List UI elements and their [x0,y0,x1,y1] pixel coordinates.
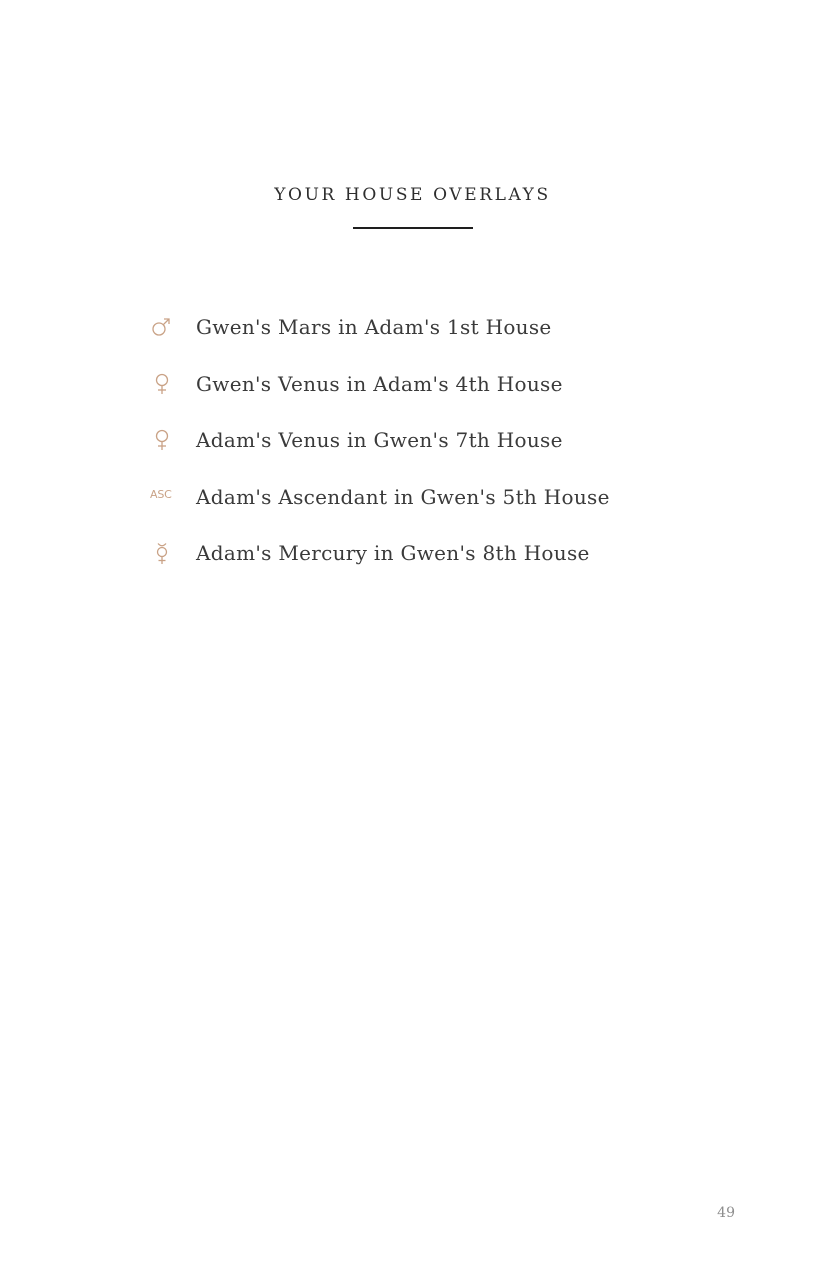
page-number: 49 [717,1205,735,1221]
list-item [148,420,610,477]
list-item [148,477,610,534]
house-overlay-list [148,307,610,590]
list-item [148,533,610,590]
overlay-label: Adam's Venus in Gwen's 7th House [196,428,563,452]
overlay-label: Adam's Mercury in Gwen's 8th House [196,541,590,565]
title-underline [353,227,473,229]
list-item [148,364,610,421]
overlay-label: Gwen's Venus in Adam's 4th House [196,371,563,396]
venus-icon [148,364,196,404]
venus-icon [148,420,196,460]
page-title: YOUR HOUSE OVERLAYS [274,185,551,205]
ascendant-icon [148,477,196,517]
mercury-icon [148,533,196,573]
ascendant-icon-text: ASC [150,487,172,501]
overlay-label: Gwen's Mars in Adam's 1st House [196,315,552,339]
overlay-label: Adam's Ascendant in Gwen's 5th House [196,484,610,509]
list-item [148,307,610,364]
mars-icon [148,307,196,347]
